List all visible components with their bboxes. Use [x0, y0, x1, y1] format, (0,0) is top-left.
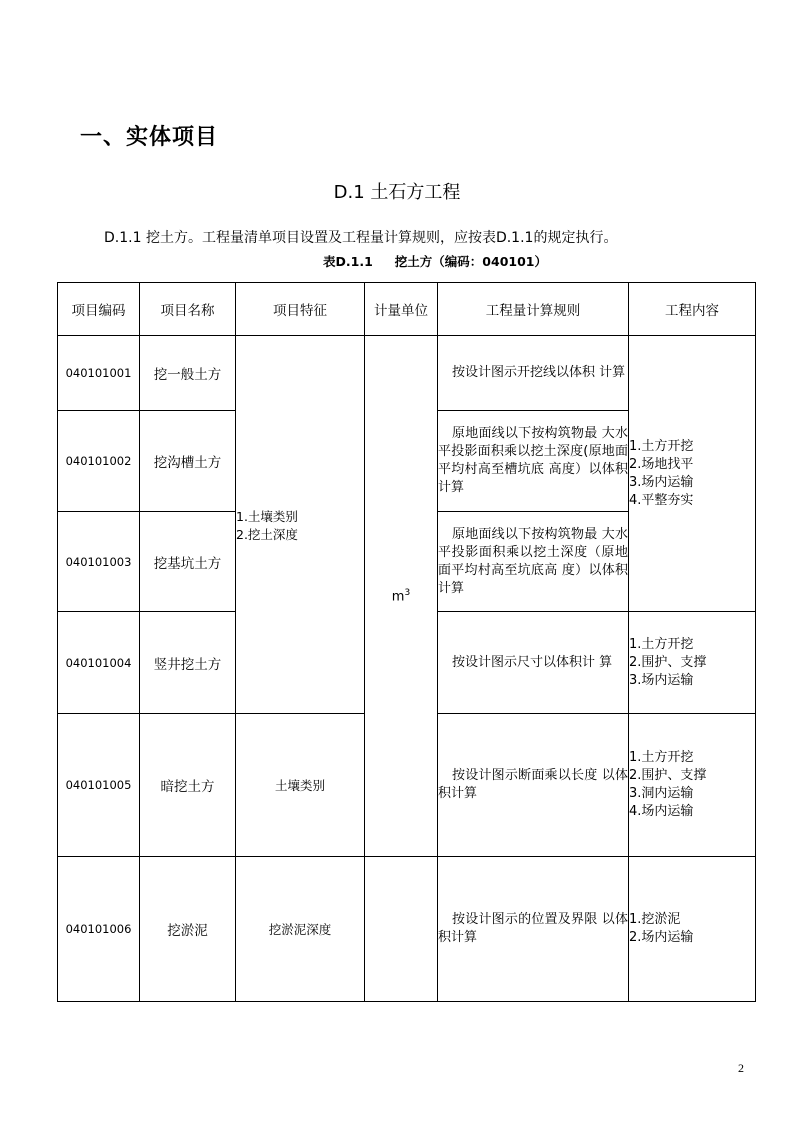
item-rule: 原地面线以下按构筑物最 大水平投影面积乘以挖土深度（原地面平均村高至坑底高 度）以体积计算 [438, 512, 629, 612]
item-name: 挖基坑土方 [140, 512, 236, 612]
item-code: 040101004 [58, 612, 140, 714]
content-line: 2.围护、支撑 [629, 768, 707, 783]
item-content [629, 857, 756, 1002]
item-code: 040101001 [58, 336, 140, 411]
header-unit: 计量单位 [365, 283, 438, 336]
feature-line: 2.挖土深度 [236, 526, 298, 542]
item-content [629, 714, 756, 857]
unit-base: m [391, 589, 405, 605]
table-header-row [58, 283, 756, 336]
content-line: 1.挖淤泥 [629, 912, 681, 927]
item-feature-group [236, 336, 365, 714]
unit-cell [365, 336, 438, 857]
content-line: 1.土方开挖 [629, 750, 694, 765]
content-line: 2.场内运输 [629, 930, 694, 945]
item-code: 040101003 [58, 512, 140, 612]
page-number: 2 [738, 1061, 744, 1075]
item-rule: 按设计图示尺寸以体积计 算 [438, 612, 629, 714]
content-line: 4.场内运输 [629, 804, 694, 819]
item-rule: 按设计图示开挖线以体积 计算 [438, 336, 629, 411]
item-rule: 原地面线以下按构筑物最 大水平投影面积乘以挖土深度(原地面平均村高至槽坑底 高度）以体积计算 [438, 411, 629, 512]
item-name: 挖淤泥 [140, 857, 236, 1002]
header-feature: 项目特征 [236, 283, 365, 336]
item-content [629, 612, 756, 714]
intro-paragraph: D.1.1 挖土方。工程量清单项目设置及工程量计算规则，应按表D.1.1的规定执行。 [104, 230, 618, 246]
item-rule: 按设计图示的位置及界限 以体积计算 [438, 857, 629, 1002]
table-caption-title: 挖土方（编码：040101） [394, 254, 547, 269]
item-code: 040101005 [58, 714, 140, 857]
table-row [58, 336, 756, 411]
item-code: 040101002 [58, 411, 140, 512]
content-line: 2.围护、支撑 [629, 654, 707, 670]
table-row [58, 857, 756, 1002]
chapter-title: D.1 土石方工程 [333, 182, 461, 203]
section-title: 一、实体项目 [80, 125, 219, 150]
item-feature: 土壤类别 [236, 714, 365, 857]
content-line: 1.土方开挖 [629, 636, 694, 652]
item-feature: 挖淤泥深度 [236, 857, 365, 1002]
item-name: 挖沟槽土方 [140, 411, 236, 512]
header-code: 项目编码 [58, 283, 140, 336]
header-content: 工程内容 [629, 283, 756, 336]
item-content-group [629, 336, 756, 612]
content-line: 4.平整夯实 [629, 492, 694, 508]
item-rule: 按设计图示断面乘以长度 以体积计算 [438, 714, 629, 857]
content-line: 3.场内运输 [629, 474, 694, 490]
table-caption [0, 252, 794, 270]
item-name: 挖一般土方 [140, 336, 236, 411]
earthwork-spec-table [57, 282, 756, 1002]
feature-line: 1.土壤类别 [236, 508, 298, 524]
item-code: 040101006 [58, 857, 140, 1002]
content-line: 2.场地找平 [629, 456, 694, 472]
item-name: 暗挖土方 [140, 714, 236, 857]
unit-exponent: 3 [404, 587, 411, 598]
table-caption-label: 表D.1.1 [323, 254, 373, 269]
item-name: 竖井挖土方 [140, 612, 236, 714]
content-line: 3.场内运输 [629, 672, 694, 688]
header-name: 项目名称 [140, 283, 236, 336]
content-line: 3.洞内运输 [629, 786, 694, 801]
header-rule: 工程量计算规则 [438, 283, 629, 336]
unit-cell-empty [365, 857, 438, 1002]
content-line: 1.土方开挖 [629, 438, 694, 454]
